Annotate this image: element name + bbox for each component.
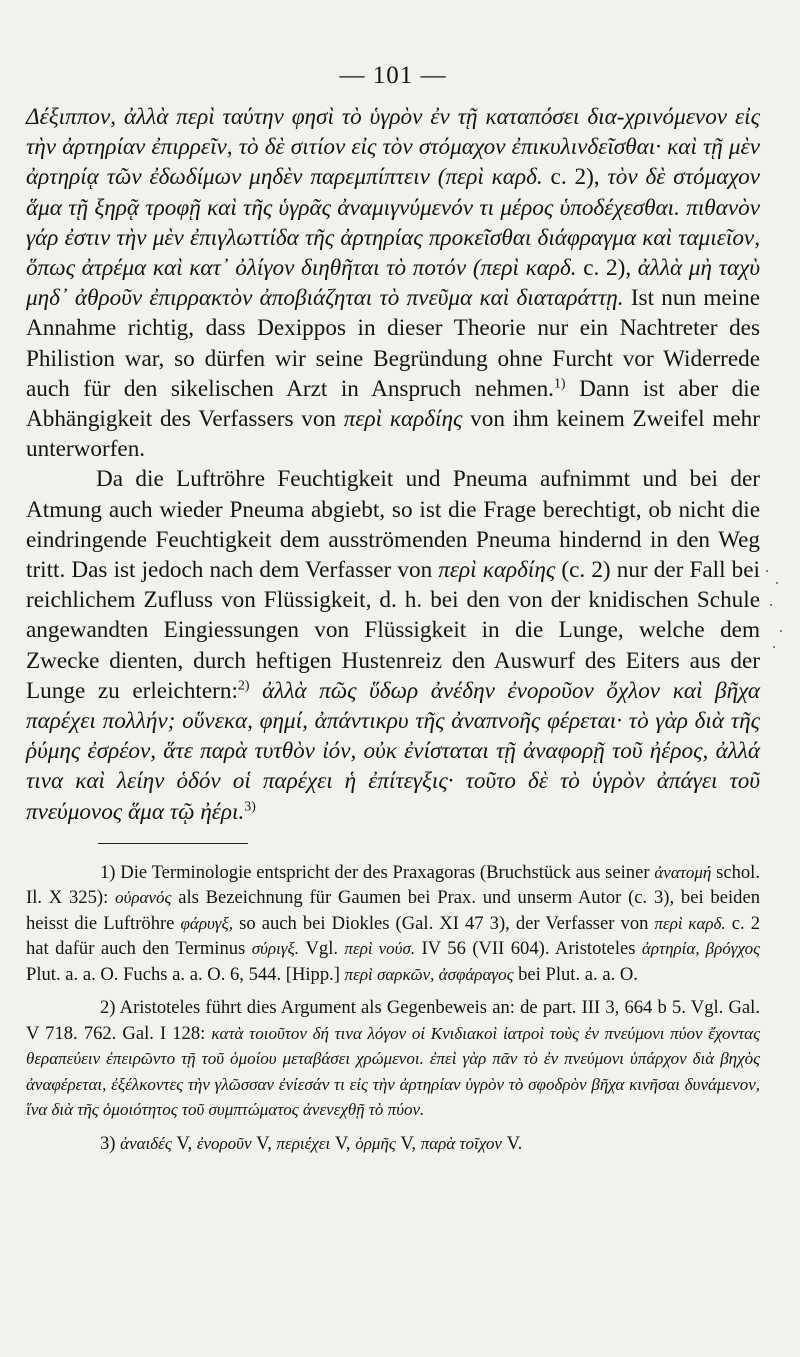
text-run: Dann ist aber die Abhängigkeit des Verfassers von (26, 375, 760, 433)
text-run: von ihm keinem Zweifel mehr unterworfen. (26, 406, 760, 463)
greek-term: ἀρτηρία, βρόγχος (641, 939, 760, 959)
text-run: IV 56 (VII 604). Aristoteles (415, 938, 642, 960)
main-text (26, 102, 760, 827)
text-run: 3) (100, 1132, 121, 1154)
speck (773, 646, 775, 648)
text-run: c. 2 hat dafür auch den Terminus (26, 912, 761, 960)
text-run: 2) Aristoteles führt dies Argument als Gegenbeweis an: de part. III 3, 664 b 5. Vgl. Gal. V 718. 762. Gal. I 128: (26, 997, 760, 1044)
greek-title: περὶ καρδίης (438, 557, 556, 584)
text-run: Ist nun meine Annahme richtig, dass Dexippos in dieser Theorie nur ein Nachtreter des Philistion war, so dürfen wir seine Begründung ohne Furcht vor Widerrede auch für den sikelischen Arzt in Anspruch nehmen. (26, 285, 761, 402)
greek-term: φάρυγξ, (180, 913, 234, 933)
paragraph-1 (26, 102, 760, 464)
page-number: — 101 — (339, 62, 447, 89)
greek-term: ὁρμῆς (355, 1133, 396, 1153)
greek-term: οὐρανός (115, 888, 172, 908)
paragraph-2 (26, 464, 760, 826)
footnote-1 (26, 860, 760, 988)
greek-term: ἀναιδές (120, 1133, 172, 1153)
text-run: V. (501, 1132, 523, 1154)
text-run: Vgl. (299, 938, 345, 960)
greek-term: περὶ καρδ. (654, 913, 726, 933)
greek-quote: Δέξιππον, ἀλλὰ περὶ ταύτην φησὶ τὸ ὑγρὸν ἐν τῇ καταπόσει δια-χρινόμενον εἰς τὴν ἀρτηρίαν ἐπιρρεῖν, τὸ δὲ σιτίον εἰς τὸν στόμαχον ἐπικυλινδεῖσθαι· καὶ τῇ μὲν ἀρτηρίᾳ τῶν ἐδωδίμων μηδὲν παρεμπίπτειν (περὶ καρδ. (26, 104, 760, 191)
greek-term: σύριγξ. (251, 939, 300, 959)
text-run: c. 2), (576, 255, 638, 282)
paper-specks (762, 560, 786, 660)
text-run: 1) Die Terminologie entspricht der des Praxagoras (Bruchstück aus seiner (100, 861, 655, 883)
text-run: V, (330, 1132, 356, 1154)
text-run: V, (395, 1132, 421, 1154)
speck (770, 604, 772, 606)
text-run: V, (171, 1132, 197, 1154)
greek-term: παρὰ τοῖχον (420, 1133, 502, 1153)
greek-quote: ἀλλὰ πῶς ὕδωρ ἀνέδην ἐνοροῦον ὄχλον καὶ βῆχα παρέχει πολλήν; οὕνεκα, φημί, ἀπάντικρυ τῆς ἀναπνοῆς φέρεται· τὸ γὰρ διὰ τῆς ῥύμης ἐσρέον, ἅτε παρὰ τυτθὸν ἰόν, οὐκ ἐνίσταται τῇ ἀναφορῇ τοῦ ἠέρος, ἀλλά τινα καὶ λείην ὁδόν οἱ παρέχει ἡ ἐπίτεγξις· τοῦτο δὲ τὸ ὑγρὸν ἀπάγει τοῦ πνεύμονος ἅμα τῷ ἠέρι. (26, 677, 760, 825)
text-run: bei Plut. a. a. O. (513, 963, 638, 985)
text-run: Plut. a. a. O. Fuchs a. a. O. 6, 544. [Hipp.] (26, 963, 345, 985)
footnote-2 (26, 995, 760, 1123)
text-run: als Bezeichnung für Gaumen bei Prax. und unserm Autor (c. 3), bei beiden heisst die Luftröhre (26, 887, 760, 934)
greek-term: ἀνατομή (654, 862, 712, 882)
speck (766, 570, 768, 572)
greek-term: περὶ σαρκῶν, ἀσφάραγος (344, 964, 514, 984)
text-run: V, (251, 1132, 277, 1154)
speck (776, 582, 778, 584)
greek-term: περὶ νούσ. (344, 939, 416, 959)
footnotes (26, 860, 760, 1157)
footnote-divider (98, 843, 248, 844)
greek-quote: κατὰ τοιοῦτον δή τινα λόγον οἱ Κνιδιακοὶ ἰατροὶ τοὺς ἐν πνεύμονι πύον ἔχοντας θεραπεύειν ἐπειρῶντο τῇ τοῦ ὁμοίου μεταβάσει χρώμενοι. ἐπεὶ γὰρ πᾶν τὸ ἐν πνεύμονι ὑπάρχον διὰ βηχὸς ἀναφέρεται, ἐξέλκοντες τὴν γλῶσσαν ἐνίεσάν τι εἰς τὴν ἀρτηρίαν ὑγρὸν τὸ σφοδρὸν βῆχα κινῆσαι δυνάμενον, ἵνα διὰ τῆς ὁμοιότητος τοῦ συμπτώματος ἀνενεχθῇ τὸ πύον. (26, 1023, 760, 1120)
text-run: so auch bei Diokles (Gal. XI 47 3), der Verfasser von (233, 912, 655, 934)
footnote-3 (26, 1131, 760, 1157)
footnote-ref-2: 2) (237, 678, 250, 694)
footnote-ref-3: 3) (244, 798, 256, 814)
text-run: Da die Luftröhre Feuchtigkeit und Pneuma aufnimmt und bei der Atmung auch wieder Pneuma abgiebt, so ist die Frage berechtigt, ob nicht die eindringende Feuchtigkeit dem ausströmenden Pneuma hindernd in den Weg tritt. Das ist jedoch nach dem Verfasser von (26, 466, 760, 584)
greek-quote: ἀλλὰ μὴ ταχὺ μηδ᾽ ἀθροῦν ἐπιρρακτὸν ἀποβιάζηται τὸ πνεῦμα καὶ διαταράττῃ. (26, 255, 760, 312)
greek-quote: τὸν δὲ στόμαχον ἅμα τῇ ξηρᾷ τροφῇ καὶ τῆς ὑγρᾶς ἀναμιγνύμενόν τι μέρος ὑποδέχεσθαι. πιθανὸν γάρ ἐστιν τὴν μὲν ἐπιγλωττίδα τῆς ἀρτηρίας προκεῖσθαι διάφραγμα καὶ ταμιεῖον, ὅπως ἀτρέμα καὶ κατ᾽ ὀλίγον διηθῆται τὸ ποτόν (περὶ καρδ. (26, 164, 760, 282)
text-run: c. 2), (542, 164, 608, 191)
text-run: schol. Il. X 325): (26, 861, 761, 909)
footnote-ref-1: 1) (553, 376, 566, 392)
greek-term: ἐνοροῦν (196, 1133, 252, 1153)
greek-title: περὶ καρδίης (343, 406, 463, 433)
greek-term: περιέχει (276, 1133, 331, 1153)
speck (780, 630, 782, 632)
text-run: (c. 2) nur der Fall bei reichlichem Zufluss von Flüssigkeit, d. h. bei den von der knidischen Schule angewandten Eingiessungen von Flüssigkeit in die Lunge, welche dem Zwecke dienten, durch heftigen Hustenreiz den Auswurf des Eiters aus der Lunge zu erleichtern: (26, 557, 760, 704)
